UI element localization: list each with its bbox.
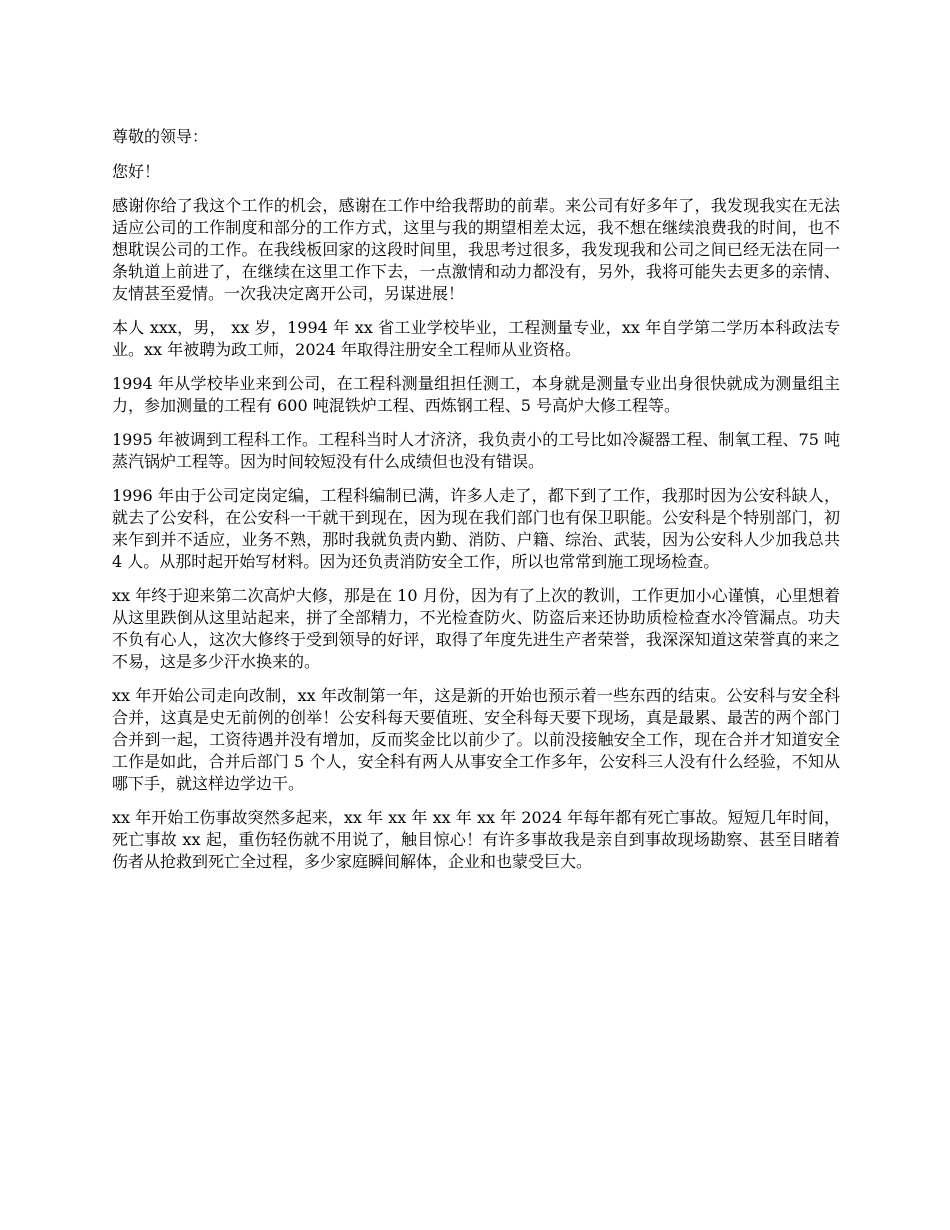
paragraph-personal-info: 本人 xxx，男， xx 岁，1994 年 xx 省工业学校毕业，工程测量专业，xx 年自学第二学历本科政法专业。xx 年被聘为政工师，2024 年取得注册安全工程师从业资格。 bbox=[112, 318, 840, 359]
greeting: 您好！ bbox=[112, 162, 161, 181]
letter-body bbox=[112, 126, 840, 885]
paragraph-1995: 1995 年被调到工程科工作。工程科当时人才济济，我负责小的工号比如冷凝器工程、制氧工程、75 吨蒸汽锅炉工程等。因为时间较短没有什么成绩但也没有错误。 bbox=[112, 430, 840, 471]
paragraph-blast-furnace-overhaul: xx 年终于迎来第二次高炉大修，那是在 10 月份，因为有了上次的教训，工作更加小心谨慎，心里想着从这里跌倒从这里站起来，拼了全部精力，不光检查防火、防盗后来还协助质检检查水冷管漏点。功夫不负有心人，这次大修终于受到领导的好评，取得了年度先进生产者荣誉，我深深知道这荣誉真的来之不易，这是多少汗水换来的。 bbox=[112, 586, 840, 671]
salutation: 尊敬的领导： bbox=[112, 127, 209, 146]
paragraph-restructuring: xx 年开始公司走向改制，xx 年改制第一年，这是新的开始也预示着一些东西的结束。公安科与安全科合并，这真是史无前例的创举！公安科每天要值班、安全科每天要下现场，真是最累、最苦的两个部门合并到一起，工资待遇并没有增加，反而奖金比以前少了。以前没接触安全工作，现在合并才知道安全工作是如此，合并后部门 5 个人，安全科有两人从事安全工作多年，公安科三人没有什么经验，不知从哪下手，就这样边学边干。 bbox=[112, 686, 840, 793]
paragraph-gratitude: 感谢你给了我这个工作的机会，感谢在工作中给我帮助的前辈。来公司有好多年了，我发现我实在无法适应公司的工作制度和部分的工作方式，这里与我的期望相差太远，我不想在继续浪费我的时间，也不想耽误公司的工作。在我线板回家的这段时间里，我思考过很多，我发现我和公司之间已经无法在同一条轨道上前进了，在继续在这里工作下去，一点激情和动力都没有，另外，我将可能失去更多的亲情、友情甚至爱情。一次我决定离开公司，另谋进展！ bbox=[112, 196, 840, 303]
paragraph-accidents: xx 年开始工伤事故突然多起来，xx 年 xx 年 xx 年 xx 年 2024 年每年都有死亡事故。短短几年时间，死亡事故 xx 起，重伤轻伤就不用说了，触目惊心！有许多事故我是亲自到事故现场勘察、甚至目睹着伤者从抢救到死亡全过程，多少家庭瞬间解体，企业和也蒙受巨大。 bbox=[112, 808, 840, 871]
paragraph-1994: 1994 年从学校毕业来到公司，在工程科测量组担任测工，本身就是测量专业出身很快就成为测量组主力，参加测量的工程有 600 吨混铁炉工程、西炼钢工程、5 号高炉大修工程等。 bbox=[112, 374, 840, 415]
paragraph-1996: 1996 年由于公司定岗定编，工程科编制已满，许多人走了，都下到了工作，我那时因为公安科缺人，就去了公安科，在公安科一干就干到现在，因为现在我们部门也有保卫职能。公安科是个特别部门，初来乍到并不适应，业务不熟，那时我就负责内勤、消防、户籍、综治、武装，因为公安科人少加我总共 4 人。从那时起开始写材料。因为还负责消防安全工作，所以也常常到施工现场检查。 bbox=[112, 486, 840, 571]
